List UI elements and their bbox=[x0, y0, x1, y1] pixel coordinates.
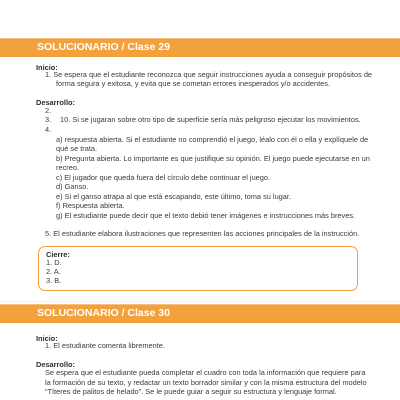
desarrollo-label-29: Desarrollo: bbox=[36, 98, 76, 107]
item-4-line-3: b) Pregunta abierta. Lo importante es que justifique su opinión. El juego puede ejecutarse en un bbox=[56, 154, 370, 163]
item-4-line-2: qué se trata. bbox=[56, 144, 98, 153]
class-29-banner bbox=[0, 38, 400, 57]
class-29-title: SOLUCIONARIO / Clase 29 bbox=[37, 41, 171, 53]
item-3-number: 3. bbox=[45, 115, 52, 124]
inicio-line-29-2: forma segura y exitosa, y evita que se cometan errores inesperados y/o accidentes. bbox=[56, 79, 331, 88]
item-4-line-5: c) El jugador que queda fuera del círculo debe continuar el juego. bbox=[56, 173, 271, 182]
item-4-line-7: e) Si el ganso atrapa al que está escapando, este último, toma su lugar. bbox=[56, 192, 292, 201]
inicio-label-30: Inicio: bbox=[36, 334, 58, 343]
desarrollo-30-line-1: Se espera que el estudiante pueda completar el cuadro con toda la información que requiere para bbox=[45, 368, 366, 377]
inicio-label-29: Inicio: bbox=[36, 63, 58, 72]
cierre-box bbox=[38, 246, 358, 291]
cierre-item-2: 2. A. bbox=[46, 267, 61, 276]
item-4: 4. bbox=[45, 125, 52, 134]
cierre-item-1: 1. D. bbox=[46, 258, 62, 267]
item-5: 5. El estudiante elabora ilustraciones que representen las acciones principales de la instrucción. bbox=[45, 229, 360, 238]
desarrollo-30-line-2: la formación de su texto, y redactar un texto borrador similar y con la misma estructura del modelo bbox=[45, 378, 367, 387]
item-4-line-9: g) El estudiante puede decir que el texto debió tener imágenes e instrucciones más breves. bbox=[56, 211, 356, 220]
cierre-label: Cierre: bbox=[46, 250, 70, 259]
item-4-line-1: a) respuesta abierta. Si el estudiante no comprendió el juego, léalo con él o ella y explíquele de bbox=[56, 135, 369, 144]
item-3-text: 10. Si se jugaran sobre otro tipo de superficie sería más peligroso ejecutar los movimientos. bbox=[60, 115, 361, 124]
inicio-line-30-1: 1. El estudiante comenta libremente. bbox=[45, 341, 165, 350]
item-4-line-6: d) Ganso. bbox=[56, 182, 89, 191]
item-4-line-8: f) Respuesta abierta. bbox=[56, 201, 125, 210]
desarrollo-30-line-3: “Títeres de palitos de helado”. Se le puede guiar a seguir su estructura y lenguaje formal. bbox=[45, 387, 337, 396]
inicio-line-29-1: 1. Se espera que el estudiante reconozca que seguir instrucciones ayuda a conseguir propósitos de bbox=[45, 70, 373, 79]
cierre-item-3: 3. B. bbox=[46, 276, 62, 285]
item-2: 2. bbox=[45, 106, 52, 115]
class-30-banner bbox=[0, 304, 400, 323]
class-30-title: SOLUCIONARIO / Clase 30 bbox=[37, 307, 171, 319]
section-divider bbox=[0, 301, 400, 302]
desarrollo-label-30: Desarrollo: bbox=[36, 360, 76, 369]
item-4-line-4: recreo. bbox=[56, 163, 80, 172]
